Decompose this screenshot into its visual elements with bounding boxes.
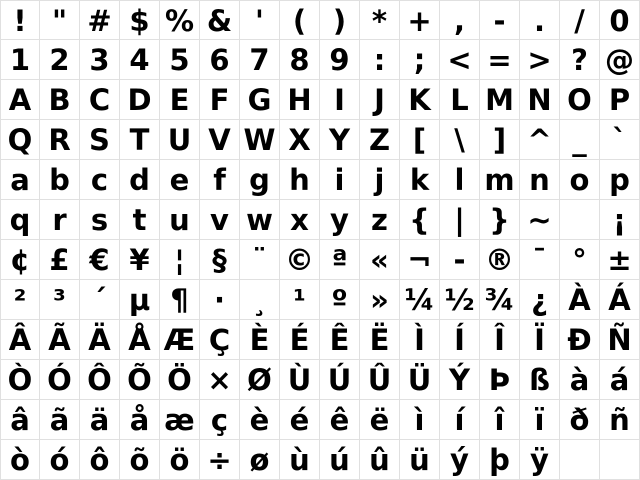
charmap-cell[interactable]: ¥ xyxy=(120,240,160,280)
charmap-cell[interactable]: | xyxy=(440,200,480,240)
charmap-cell[interactable]: ý xyxy=(440,440,480,480)
charmap-cell[interactable]: æ xyxy=(160,400,200,440)
charmap-cell[interactable]: o xyxy=(560,160,600,200)
charmap-cell[interactable]: Z xyxy=(360,120,400,160)
charmap-cell[interactable]: p xyxy=(600,160,640,200)
charmap-cell[interactable]: ë xyxy=(360,400,400,440)
charmap-cell[interactable]: & xyxy=(200,0,240,40)
charmap-cell[interactable]: ö xyxy=(160,440,200,480)
charmap-cell[interactable]: / xyxy=(560,0,600,40)
charmap-cell[interactable]: Õ xyxy=(120,360,160,400)
charmap-cell[interactable]: W xyxy=(240,120,280,160)
charmap-cell[interactable]: Ú xyxy=(320,360,360,400)
charmap-cell[interactable]: Ç xyxy=(200,320,240,360)
charmap-cell[interactable]: Ö xyxy=(160,360,200,400)
charmap-cell[interactable]: Ä xyxy=(80,320,120,360)
charmap-cell[interactable]: > xyxy=(520,40,560,80)
charmap-cell[interactable]: è xyxy=(240,400,280,440)
charmap-cell[interactable]: ³ xyxy=(40,280,80,320)
charmap-cell[interactable]: I xyxy=(320,80,360,120)
charmap-cell[interactable]: ' xyxy=(240,0,280,40)
charmap-cell[interactable]: 7 xyxy=(240,40,280,80)
charmap-cell[interactable]: · xyxy=(200,280,240,320)
charmap-cell[interactable]: N xyxy=(520,80,560,120)
charmap-cell[interactable]: ´ xyxy=(80,280,120,320)
charmap-cell[interactable]: O xyxy=(560,80,600,120)
charmap-cell[interactable]: ó xyxy=(40,440,80,480)
charmap-cell[interactable]: . xyxy=(520,0,560,40)
charmap-cell[interactable]: Ë xyxy=(360,320,400,360)
charmap-cell[interactable]: € xyxy=(80,240,120,280)
charmap-cell[interactable]: « xyxy=(360,240,400,280)
charmap-cell[interactable]: * xyxy=(360,0,400,40)
charmap-cell[interactable]: Ò xyxy=(0,360,40,400)
charmap-cell[interactable]: 2 xyxy=(40,40,80,80)
charmap-cell[interactable]: - xyxy=(480,0,520,40)
charmap-cell[interactable]: § xyxy=(200,240,240,280)
charmap-cell[interactable]: v xyxy=(200,200,240,240)
charmap-cell[interactable]: ¾ xyxy=(480,280,520,320)
charmap-cell[interactable]: s xyxy=(80,200,120,240)
charmap-cell[interactable]: 3 xyxy=(80,40,120,80)
charmap-cell[interactable]: e xyxy=(160,160,200,200)
charmap-cell[interactable]: ® xyxy=(480,240,520,280)
charmap-cell[interactable]: õ xyxy=(120,440,160,480)
charmap-cell-empty xyxy=(600,440,640,480)
charmap-cell[interactable]: Á xyxy=(600,280,640,320)
charmap-cell[interactable]: S xyxy=(80,120,120,160)
charmap-cell[interactable]: ! xyxy=(0,0,40,40)
charmap-cell[interactable]: ã xyxy=(40,400,80,440)
charmap-cell[interactable]: U xyxy=(160,120,200,160)
charmap-cell[interactable]: ] xyxy=(480,120,520,160)
charmap-cell[interactable]: à xyxy=(560,360,600,400)
charmap-cell[interactable]: ñ xyxy=(600,400,640,440)
charmap-cell[interactable]: X xyxy=(280,120,320,160)
charmap-cell[interactable]: \ xyxy=(440,120,480,160)
charmap-cell[interactable]: 1 xyxy=(0,40,40,80)
charmap-cell[interactable]: h xyxy=(280,160,320,200)
charmap-cell[interactable]: 0 xyxy=(600,0,640,40)
charmap-cell[interactable]: ~ xyxy=(520,200,560,240)
charmap-cell[interactable]: ð xyxy=(560,400,600,440)
charmap-cell[interactable]: ¨ xyxy=(240,240,280,280)
charmap-cell[interactable]: # xyxy=(80,0,120,40)
charmap-cell[interactable]: À xyxy=(560,280,600,320)
charmap-cell[interactable]: Ø xyxy=(240,360,280,400)
charmap-cell[interactable]: d xyxy=(120,160,160,200)
charmap-cell[interactable]: ÿ xyxy=(520,440,560,480)
charmap-cell[interactable]: Â xyxy=(0,320,40,360)
charmap-cell[interactable]: é xyxy=(280,400,320,440)
charmap-cell[interactable]: ü xyxy=(400,440,440,480)
charmap-cell[interactable]: ( xyxy=(280,0,320,40)
charmap-cell[interactable]: C xyxy=(80,80,120,120)
charmap-cell[interactable]: [ xyxy=(400,120,440,160)
charmap-cell[interactable]: { xyxy=(400,200,440,240)
charmap-cell[interactable]: - xyxy=(440,240,480,280)
charmap-cell[interactable]: ì xyxy=(400,400,440,440)
charmap-cell[interactable]: x xyxy=(280,200,320,240)
charmap-cell[interactable]: ² xyxy=(0,280,40,320)
charmap-cell[interactable]: î xyxy=(480,400,520,440)
charmap-cell[interactable]: Q xyxy=(0,120,40,160)
charmap-cell[interactable]: ¯ xyxy=(520,240,560,280)
charmap-cell[interactable]: © xyxy=(280,240,320,280)
charmap-cell[interactable]: q xyxy=(0,200,40,240)
charmap-cell[interactable]: ° xyxy=(560,240,600,280)
charmap-cell[interactable]: J xyxy=(360,80,400,120)
charmap-cell[interactable]: ø xyxy=(240,440,280,480)
charmap-cell[interactable]: ¼ xyxy=(400,280,440,320)
charmap-cell[interactable]: + xyxy=(400,0,440,40)
charmap-cell[interactable]: ) xyxy=(320,0,360,40)
charmap-cell[interactable]: L xyxy=(440,80,480,120)
charmap-cell[interactable]: 6 xyxy=(200,40,240,80)
charmap-cell[interactable]: b xyxy=(40,160,80,200)
charmap-cell[interactable]: a xyxy=(0,160,40,200)
charmap-cell[interactable]: ù xyxy=(280,440,320,480)
charmap-cell[interactable]: Ã xyxy=(40,320,80,360)
charmap-cell[interactable]: ` xyxy=(600,120,640,160)
charmap-cell[interactable]: ^ xyxy=(520,120,560,160)
charmap-cell[interactable]: í xyxy=(440,400,480,440)
charmap-cell[interactable]: ¿ xyxy=(520,280,560,320)
charmap-cell[interactable]: ¹ xyxy=(280,280,320,320)
charmap-cell[interactable]: 4 xyxy=(120,40,160,80)
charmap-cell[interactable]: z xyxy=(360,200,400,240)
charmap-cell[interactable]: Ï xyxy=(520,320,560,360)
charmap-cell[interactable]: Ó xyxy=(40,360,80,400)
charmap-cell[interactable]: â xyxy=(0,400,40,440)
charmap-cell[interactable]: Å xyxy=(120,320,160,360)
charmap-cell[interactable]: E xyxy=(160,80,200,120)
charmap-cell[interactable]: n xyxy=(520,160,560,200)
charmap-cell[interactable]: k xyxy=(400,160,440,200)
charmap-cell[interactable]: Ü xyxy=(400,360,440,400)
charmap-cell[interactable]: 5 xyxy=(160,40,200,80)
charmap-cell[interactable]: û xyxy=(360,440,400,480)
charmap-cell[interactable]: Ð xyxy=(560,320,600,360)
charmap-cell[interactable]: F xyxy=(200,80,240,120)
charmap-cell[interactable]: K xyxy=(400,80,440,120)
charmap-cell[interactable]: 9 xyxy=(320,40,360,80)
charmap-cell[interactable]: < xyxy=(440,40,480,80)
charmap-cell[interactable]: ª xyxy=(320,240,360,280)
charmap-cell[interactable]: ç xyxy=(200,400,240,440)
charmap-cell[interactable]: á xyxy=(600,360,640,400)
charmap-cell[interactable]: ê xyxy=(320,400,360,440)
charmap-cell[interactable]: H xyxy=(280,80,320,120)
charmap-cell[interactable]: w xyxy=(240,200,280,240)
charmap-cell[interactable]: " xyxy=(40,0,80,40)
charmap-cell[interactable]: Ñ xyxy=(600,320,640,360)
charmap-cell[interactable]: _ xyxy=(560,120,600,160)
charmap-cell[interactable]: } xyxy=(480,200,520,240)
charmap-cell[interactable]: f xyxy=(200,160,240,200)
charmap-cell[interactable]: B xyxy=(40,80,80,120)
charmap-cell[interactable]: µ xyxy=(120,280,160,320)
charmap-cell[interactable]: D xyxy=(120,80,160,120)
charmap-cell[interactable]: 8 xyxy=(280,40,320,80)
charmap-cell[interactable]: G xyxy=(240,80,280,120)
charmap-cell[interactable]: R xyxy=(40,120,80,160)
charmap-cell[interactable]: È xyxy=(240,320,280,360)
charmap-cell[interactable]: ¶ xyxy=(160,280,200,320)
charmap-cell[interactable]: ¡ xyxy=(600,200,640,240)
charmap-cell[interactable]: ½ xyxy=(440,280,480,320)
charmap-cell[interactable]: É xyxy=(280,320,320,360)
charmap-cell[interactable]: Þ xyxy=(480,360,520,400)
charmap-cell[interactable]: þ xyxy=(480,440,520,480)
charmap-cell[interactable]: ¢ xyxy=(0,240,40,280)
charmap-cell[interactable]: £ xyxy=(40,240,80,280)
charmap-cell[interactable]: Û xyxy=(360,360,400,400)
charmap-cell[interactable]: » xyxy=(360,280,400,320)
charmap-cell[interactable]: , xyxy=(440,0,480,40)
charmap-cell[interactable]: ± xyxy=(600,240,640,280)
charmap-cell[interactable]: g xyxy=(240,160,280,200)
charmap-cell[interactable]: Ì xyxy=(400,320,440,360)
charmap-cell[interactable]: Í xyxy=(440,320,480,360)
charmap-cell[interactable]: u xyxy=(160,200,200,240)
charmap-cell-empty xyxy=(560,440,600,480)
charmap-cell[interactable]: j xyxy=(360,160,400,200)
charmap-cell[interactable]: ¸ xyxy=(240,280,280,320)
charmap-cell[interactable]: ò xyxy=(0,440,40,480)
charmap-cell[interactable]: ú xyxy=(320,440,360,480)
charmap-cell[interactable]: r xyxy=(40,200,80,240)
charmap-cell[interactable]: m xyxy=(480,160,520,200)
charmap-cell[interactable]: t xyxy=(120,200,160,240)
charmap-cell[interactable]: T xyxy=(120,120,160,160)
charmap-cell[interactable]: å xyxy=(120,400,160,440)
charmap-cell[interactable]: M xyxy=(480,80,520,120)
charmap-cell[interactable]: @ xyxy=(600,40,640,80)
charmap-cell-empty xyxy=(560,200,600,240)
charmap-cell[interactable]: ß xyxy=(520,360,560,400)
charmap-cell[interactable]: l xyxy=(440,160,480,200)
charmap-cell[interactable]: % xyxy=(160,0,200,40)
charmap-cell[interactable]: c xyxy=(80,160,120,200)
charmap-cell[interactable]: Æ xyxy=(160,320,200,360)
charmap-cell[interactable]: Î xyxy=(480,320,520,360)
charmap-cell[interactable]: ¬ xyxy=(400,240,440,280)
charmap-cell[interactable]: Ê xyxy=(320,320,360,360)
charmap-cell[interactable]: V xyxy=(200,120,240,160)
charmap-cell[interactable]: Ù xyxy=(280,360,320,400)
charmap-cell[interactable]: = xyxy=(480,40,520,80)
charmap-cell[interactable]: y xyxy=(320,200,360,240)
charmap-cell[interactable]: P xyxy=(600,80,640,120)
charmap-cell[interactable]: $ xyxy=(120,0,160,40)
charmap-cell[interactable]: : xyxy=(360,40,400,80)
charmap-cell[interactable]: ÷ xyxy=(200,440,240,480)
charmap-cell[interactable]: ? xyxy=(560,40,600,80)
charmap-cell[interactable]: ä xyxy=(80,400,120,440)
charmap-cell[interactable]: × xyxy=(200,360,240,400)
charmap-cell[interactable]: Ý xyxy=(440,360,480,400)
charmap-cell[interactable]: º xyxy=(320,280,360,320)
charmap-cell[interactable]: ô xyxy=(80,440,120,480)
charmap-cell[interactable]: i xyxy=(320,160,360,200)
charmap-cell[interactable]: Ô xyxy=(80,360,120,400)
charmap-cell[interactable]: Y xyxy=(320,120,360,160)
charmap-cell[interactable]: ; xyxy=(400,40,440,80)
charmap-cell[interactable]: A xyxy=(0,80,40,120)
charmap-cell[interactable]: ï xyxy=(520,400,560,440)
charmap-cell[interactable]: ¦ xyxy=(160,240,200,280)
